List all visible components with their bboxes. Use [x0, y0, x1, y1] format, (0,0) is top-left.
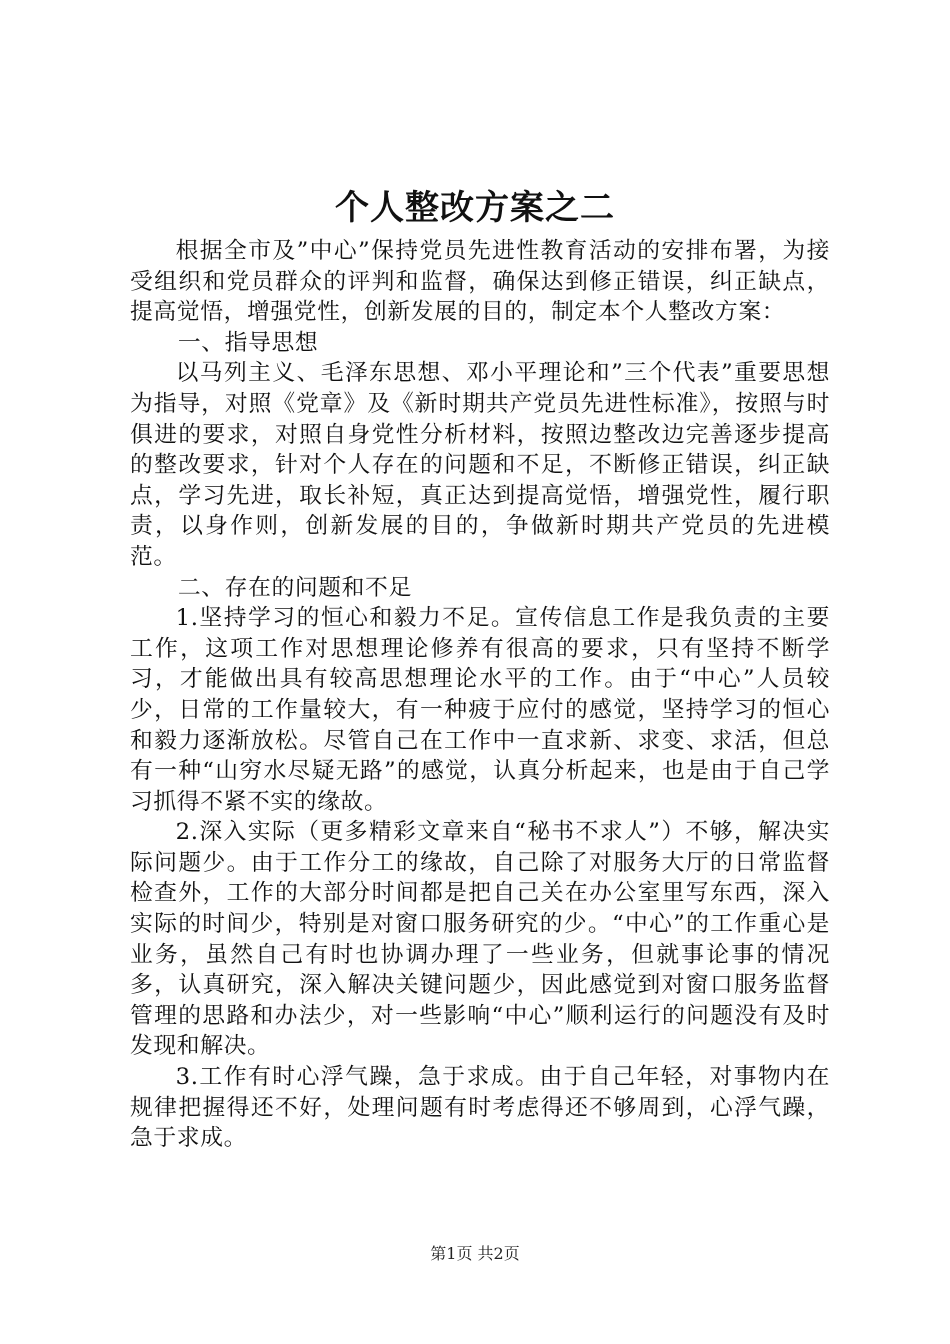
page-number-footer: 第1页 共2页	[430, 1244, 520, 1263]
intro-paragraph: 根据全市及”中心”保持党员先进性教育活动的安排布署，为接受组织和党员群众的评判和监督，确保达到修正错误，纠正缺点，提高觉悟，增强党性，创新发展的目的，制定本个人整改方案：	[130, 238, 830, 326]
problem-item-1: 1.坚持学习的恒心和毅力不足。宣传信息工作是我负责的主要工作，这项工作对思想理论修养有很高的要求，只有坚持不断学习，才能做出具有较高思想理论水平的工作。由于“中心”人员较少，日常的工作量较大，有一种疲于应付的感觉，坚持学习的恒心和毅力逐渐放松。尽管自己在工作中一直求新、求变、求活，但总有一种“山穷水尽疑无路”的感觉，认真分析起来，也是由于自己学习抓得不紧不实的缘故。	[130, 605, 830, 815]
problem-item-2: 2.深入实际（更多精彩文章来自“秘书不求人”）不够，解决实际问题少。由于工作分工的缘故，自己除了对服务大厅的日常监督检查外，工作的大部分时间都是把自己关在办公室里写东西，深入实际的时间少，特别是对窗口服务研究的少。“中心”的工作重心是业务，虽然自己有时也协调办理了一些业务，但就事论事的情况多，认真研究，深入解决关键问题少，因此感觉到对窗口服务监督管理的思路和办法少，对一些影响“中心”顺利运行的问题没有及时发现和解决。	[130, 819, 830, 1060]
section-heading-guiding-thought: 一、指导思想	[177, 329, 319, 356]
document-body	[130, 236, 830, 1154]
guiding-thought-paragraph: 以马列主义、毛泽东思想、邓小平理论和”三个代表”重要思想为指导，对照《党章》及《新时期共产党员先进性标准》，按照与时俱进的要求，对照自身党性分析材料，按照边整改边完善逐步提高的整改要求，针对个人存在的问题和不足，不断修正错误，纠正缺点，学习先进，取长补短，真正达到提高觉悟，增强党性，履行职责，以身作则，创新发展的目的，争做新时期共产党员的先进模范。	[130, 360, 830, 570]
problem-item-3: 3.工作有时心浮气躁，急于求成。由于自己年轻，对事物内在规律把握得还不好，处理问题有时考虑得还不够周到，心浮气躁，急于求成。	[130, 1064, 830, 1152]
section-heading-problems: 二、存在的问题和不足	[177, 574, 412, 601]
document-title: 个人整改方案之二	[335, 188, 615, 228]
